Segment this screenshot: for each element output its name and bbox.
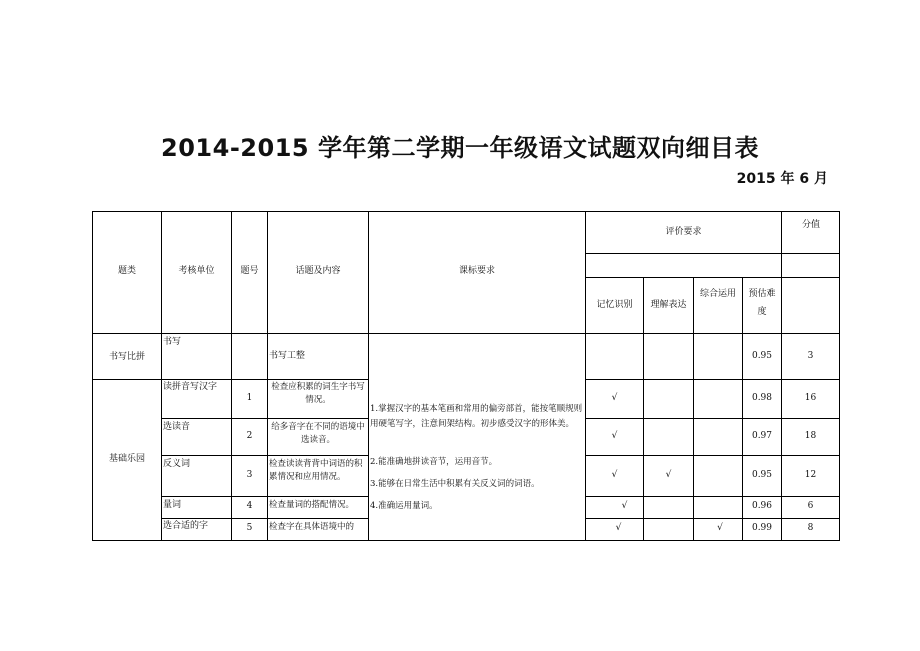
header-number: 题号 <box>240 266 259 276</box>
memory-check: √ <box>611 431 618 441</box>
unit-cell: 选合适的字 <box>163 521 209 531</box>
difficulty-cell: 0.97 <box>751 431 773 441</box>
memory-check: √ <box>621 501 628 511</box>
page-title: 2014-2015 学年第二学期一年级语文试题双向细目表 <box>161 134 759 162</box>
unit-cell: 读拼音写汉字 <box>163 382 218 392</box>
document-date: 2015 年 6 月 <box>736 171 828 187</box>
topic-cell: 给多音字在不同的语境中选读音。 <box>271 422 365 445</box>
topic-cell: 书写工整 <box>269 351 306 361</box>
unit-cell: 量词 <box>163 500 182 510</box>
topic-cell: 检查量词的搭配情况。 <box>269 500 355 510</box>
header-unit: 考核单位 <box>178 266 215 276</box>
difficulty-cell: 0.99 <box>751 523 773 533</box>
score-cell: 8 <box>807 523 814 533</box>
standard-item: 2.能准确地拼读音节，运用音节。 <box>370 457 498 467</box>
number-cell: 5 <box>246 523 253 533</box>
score-cell: 16 <box>804 393 817 403</box>
topic-cell: 检查读读背背中词语的积累情况和应用情况。 <box>269 459 363 482</box>
memory-check: √ <box>615 523 622 533</box>
category-basics: 基础乐园 <box>108 454 145 464</box>
category-writing: 书写比拼 <box>108 352 145 362</box>
header-category: 题类 <box>117 266 136 276</box>
header-score: 分值 <box>801 220 820 230</box>
standard-item: 4.准确运用量词。 <box>370 501 438 511</box>
number-cell: 4 <box>246 501 253 511</box>
score-cell: 12 <box>804 470 817 480</box>
topic-cell: 检查应积累的词生字书写情况。 <box>271 382 365 405</box>
difficulty-cell: 0.95 <box>751 470 773 480</box>
header-topic: 话题及内容 <box>295 266 341 276</box>
header-difficulty: 预估难度 <box>748 289 776 317</box>
understand-check: √ <box>665 470 672 480</box>
header-memory: 记忆识别 <box>596 300 633 310</box>
memory-check: √ <box>611 393 618 403</box>
standard-item: 3.能够在日常生活中积累有关反义词的词语。 <box>370 479 540 489</box>
header-apply: 综合运用 <box>699 289 736 299</box>
number-cell: 2 <box>246 431 253 441</box>
unit-cell: 选读音 <box>163 422 191 432</box>
header-evaluation: 评价要求 <box>665 227 702 237</box>
apply-check: √ <box>717 523 723 533</box>
topic-cell: 检查字在具体语境中的 <box>269 522 355 532</box>
number-cell: 3 <box>246 470 253 480</box>
unit-cell: 反义词 <box>163 459 191 469</box>
difficulty-cell: 0.96 <box>751 501 773 511</box>
score-cell: 18 <box>804 431 817 441</box>
number-cell: 1 <box>246 393 253 403</box>
memory-check: √ <box>611 470 618 480</box>
difficulty-cell: 0.95 <box>751 351 773 361</box>
unit-cell: 书写 <box>163 337 182 347</box>
standard-item: 1.掌握汉字的基本笔画和常用的偏旁部首，能按笔顺规则用硬笔写字，注意间架结构。初步感受汉字的形体美。 <box>370 404 583 429</box>
header-understand: 理解表达 <box>650 300 687 310</box>
header-standard: 课标要求 <box>458 266 495 276</box>
score-cell: 3 <box>807 351 814 361</box>
score-cell: 6 <box>807 501 814 511</box>
difficulty-cell: 0.98 <box>751 393 773 403</box>
